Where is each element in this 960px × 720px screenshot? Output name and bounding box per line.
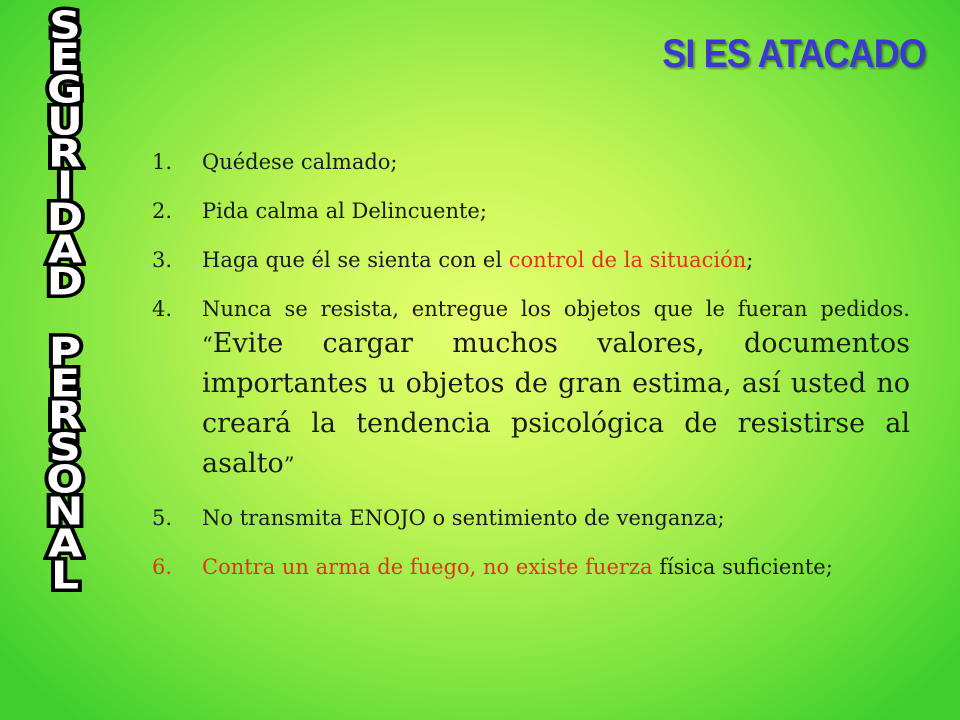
list-item: [152, 246, 910, 275]
item-text: [202, 246, 910, 275]
item-number: 1.: [152, 150, 173, 174]
list-item: [152, 504, 910, 533]
title-letter: S: [49, 3, 81, 49]
title-letter: R: [48, 131, 82, 176]
title-letter: R: [48, 393, 82, 438]
item-text-part: física suficiente;: [652, 555, 833, 579]
title-letter: D: [46, 259, 84, 304]
item-text-part: Nunca se resista, entregue los objetos que le fueran pedidos. “: [202, 297, 910, 357]
slide-title: SI ES ATACADO: [662, 32, 926, 76]
title-letter: E: [49, 361, 81, 406]
title-letter: L: [50, 553, 80, 598]
title-letter: E: [49, 35, 81, 80]
title-letter: A: [47, 521, 83, 566]
list-item: [152, 553, 910, 582]
title-letter: G: [46, 67, 84, 112]
item-number: 4.: [152, 297, 173, 321]
item-number: 3.: [152, 248, 173, 272]
title-letter: U: [47, 99, 83, 144]
title-letter: D: [46, 195, 84, 240]
title-letter: S: [49, 425, 81, 470]
item-text: [202, 295, 910, 484]
advice-list: [152, 148, 910, 602]
title-letter: I: [56, 163, 74, 208]
list-item: [152, 295, 910, 484]
title-letter: O: [46, 457, 84, 502]
item-number: 6.: [152, 555, 173, 579]
item-number: 2.: [152, 199, 173, 223]
item-text: Pida calma al Delincuente;: [202, 199, 487, 223]
vertical-title-seguridad-personal: [28, 3, 102, 710]
list-item: [152, 197, 910, 226]
item-highlight: Contra un arma de fuego, no existe fuerza: [202, 555, 653, 579]
title-letter: A: [47, 227, 83, 272]
title-letter: N: [46, 489, 84, 534]
item-text-part: ;: [746, 248, 754, 272]
item-text: Quédese calmado;: [202, 150, 398, 174]
item-text-part: Haga que él se sienta con el: [202, 248, 509, 272]
item-number: 5.: [152, 506, 173, 530]
item-text: No transmita ENOJO o sentimiento de venganza;: [202, 506, 725, 530]
item-text: [202, 553, 910, 582]
item-text-part: ”: [283, 453, 295, 477]
item-quote-text: Evite cargar muchos valores, documentos importantes u objetos de gran estima, así usted no creará la tendencia psicológica de resistirse al asalto: [202, 328, 910, 479]
list-item: [152, 148, 910, 177]
item-highlight: control de la situación: [508, 248, 747, 272]
title-letter: P: [48, 329, 82, 374]
